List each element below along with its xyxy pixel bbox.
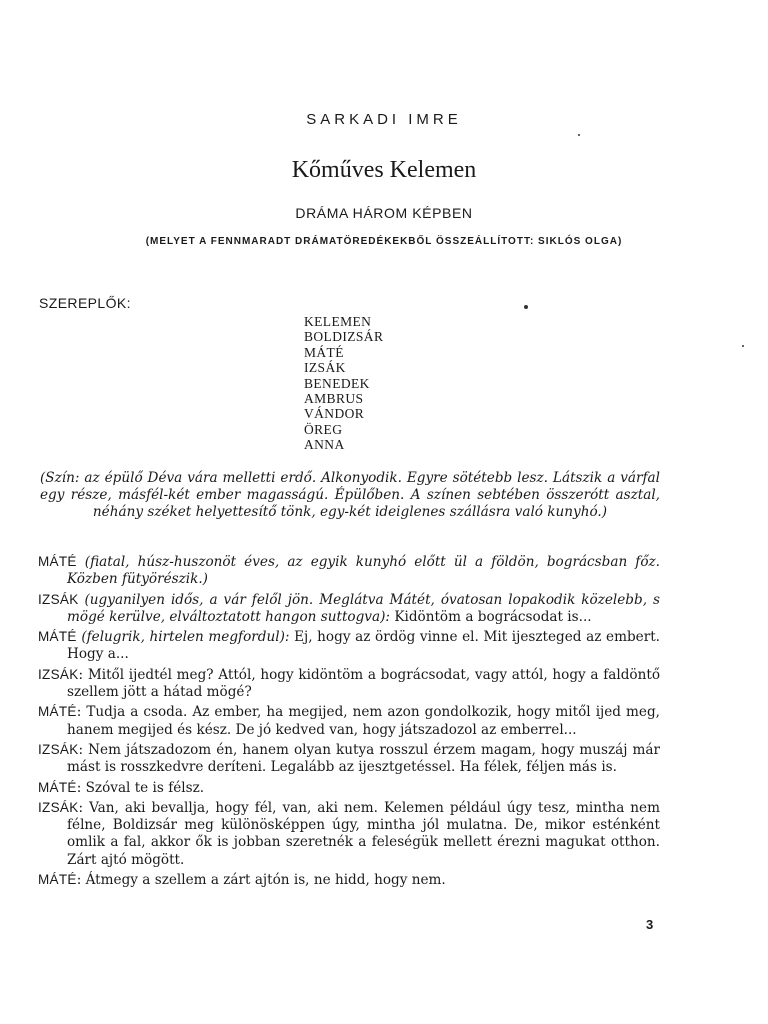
stage-note: (fiatal, húsz-huszonöt éves, az egyik kunyhó előtt ül a földön, bográcsban főz. Közben fütyörészik.) xyxy=(67,554,660,588)
dialogue-line xyxy=(38,591,660,627)
play-title: Kőműves Kelemen xyxy=(291,157,477,183)
spoken-text: Ej, hogy az ördög vinne el. Mit ijeszteged az embert. Hogy a... xyxy=(67,629,660,663)
ink-speck xyxy=(524,305,528,309)
speaker-name: MÁTÉ xyxy=(38,704,77,720)
dialogue-line: IZSÁK: Mitől ijedtél meg? Attól, hogy kidöntöm a bográcsodat, vagy attól, hogy a faldöntő szellem jött a hátad mögé? xyxy=(38,666,661,701)
dialogue-line: MÁTÉ: Átmegy a szellem a zárt ajtón is, ne hidd, hogy nem. xyxy=(38,872,446,889)
compiler-note: (MELYET A FENNMARADT DRÁMATÖREDÉKEKBŐL ÖSSZEÁLLÍTOTT: SIKLÓS OLGA) xyxy=(145,236,623,247)
dialogue-line: MÁTÉ: Tudja a csoda. Az ember, ha megijed, nem azon gondolkozik, hogy mitől ijed meg, hanem megijed és kész. De jó kedved van, hogy játszadozol az emberrel... xyxy=(38,704,661,738)
stage-direction: (Szín: az épülő Déva vára melletti erdő. Alkonyodik. Egyre sötétebb lesz. Látszik a várfal egy része, másfél-két ember magasságú. Épülőben. A színen sebtében összerótt asztal, néhány széket helyettesítő tönk, egy-két ideiglenes szállásra való kunyhó.) xyxy=(40,470,660,521)
cast-member: BENEDEK xyxy=(304,375,370,391)
spoken-text: Kidöntöm a bográcsodat is... xyxy=(394,608,592,625)
dialogue-line: IZSÁK: Van, aki bevallja, hogy fél, van, aki nem. Kelemen például úgy tesz, mintha nem félne, Boldizsár meg különösképpen úgy, mintha jól mulatna. De, mikor esténként omlik a fal, akkor ők is jobban szeretnék a feleségük mellett érezni magukat otthon. Zárt ajtó mögött. xyxy=(38,799,660,868)
cast-list xyxy=(304,314,383,453)
spoken-text: Szóval te is félsz. xyxy=(85,779,205,796)
stage-note: (ugyanilyen idős, a vár felől jön. Meglátva Mátét, óvatosan lopakodik közelebb, s mögé kerülve, elváltoztatott hangon suttogva): xyxy=(67,591,660,625)
ink-speck xyxy=(742,345,744,347)
speaker-name: MÁTÉ xyxy=(38,779,77,795)
author-name: SARKADI IMRE xyxy=(306,111,462,128)
cast-member: KELEMEN xyxy=(304,314,372,329)
cast-member: BOLDIZSÁR xyxy=(304,329,384,345)
speaker-name: IZSÁK xyxy=(38,591,79,607)
spoken-text: Mitől ijedtél meg? Attól, hogy kidöntöm a bográcsodat, vagy attól, hogy a faldöntő szellem jött a hátad mögé? xyxy=(67,666,661,701)
play-subtitle: DRÁMA HÁROM KÉPBEN xyxy=(295,205,473,221)
speaker-name: IZSÁK xyxy=(38,741,79,757)
dialogue-line: MÁTÉ: Szóval te is félsz. xyxy=(38,779,205,796)
cast-member: IZSÁK xyxy=(304,360,346,376)
spoken-text: Nem játszadozom én, hanem olyan kutya rosszul érzem magam, hogy muszáj már mást is rosszkedvre deríteni. Legalább az ijesztgetéssel. Ha félek, féljen más is. xyxy=(67,741,660,776)
dialogue-line xyxy=(38,628,660,664)
dialogue-line: IZSÁK: Nem játszadozom én, hanem olyan kutya rosszul érzem magam, hogy muszáj már mást is rosszkedvre deríteni. Legalább az ijesztgetéssel. Ha félek, féljen más is. xyxy=(38,741,660,776)
stage-note: (felugrik, hirtelen megfordul): xyxy=(81,629,290,646)
spoken-text: Átmegy a szellem a zárt ajtón is, ne hidd, hogy nem. xyxy=(85,872,446,889)
cast-member: MÁTÉ xyxy=(304,344,344,360)
cast-heading: SZEREPLŐK: xyxy=(39,295,131,311)
speaker-name: MÁTÉ xyxy=(38,629,77,645)
dialogue xyxy=(38,553,660,891)
cast-member: ANNA xyxy=(304,437,345,453)
dialogue-line xyxy=(38,553,660,589)
spoken-text: Tudja a csoda. Az ember, ha megijed, nem azon gondolkozik, hogy mitől ijed meg, hanem megijed és kész. De jó kedved van, hogy játszadozol az emberrel... xyxy=(67,704,661,738)
page-number: 3 xyxy=(646,917,654,932)
ink-speck xyxy=(578,134,580,136)
speaker-name: IZSÁK xyxy=(38,666,79,682)
cast-member: ÖREG xyxy=(304,421,343,437)
speaker-name: IZSÁK xyxy=(38,799,79,815)
spoken-text: Van, aki bevallja, hogy fél, van, aki nem. Kelemen például úgy tesz, mintha nem félne, Boldizsár meg különösképpen úgy, mintha jól mulatna. De, mikor esténként omlik a fal, akkor ők is jobban szeretnék a feleségük mellett érezni magukat otthon. Zárt ajtó mögött. xyxy=(67,799,660,868)
speaker-name: MÁTÉ xyxy=(38,872,77,888)
cast-member: VÁNDOR xyxy=(304,406,365,422)
cast-member: AMBRUS xyxy=(304,391,364,407)
speaker-name: MÁTÉ xyxy=(38,554,77,569)
